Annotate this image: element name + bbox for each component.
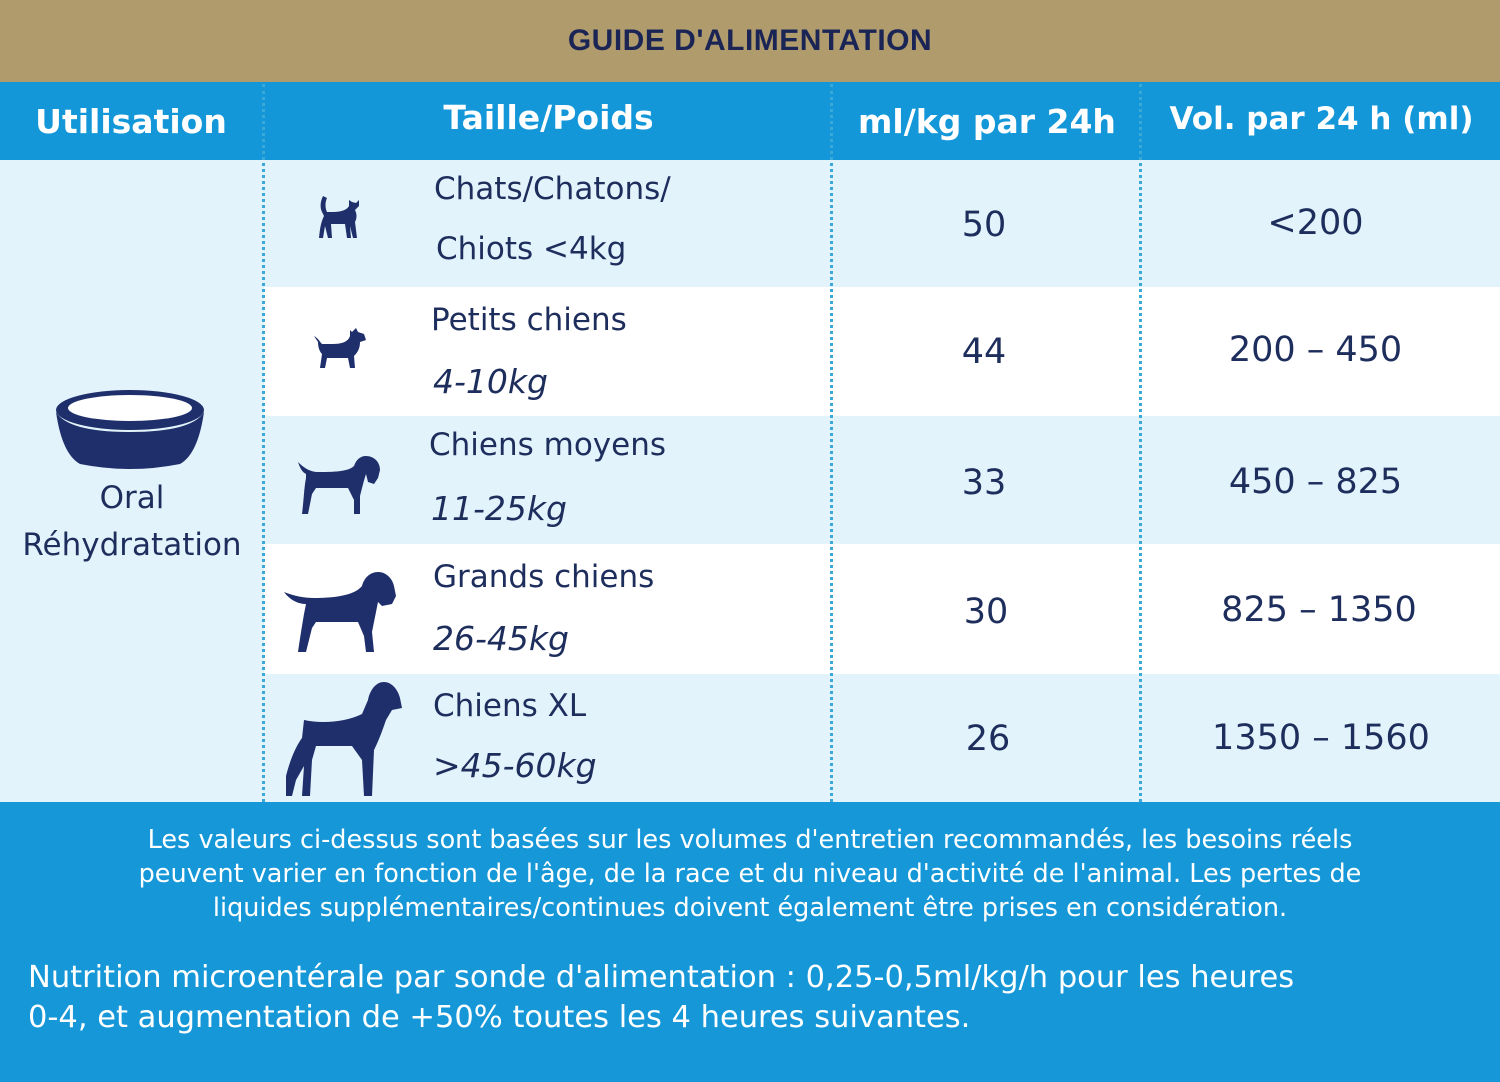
header-size: Taille/Poids xyxy=(443,97,654,137)
page-title: GUIDE D'ALIMENTATION xyxy=(567,24,933,57)
tube-feeding-note xyxy=(28,958,1493,1038)
row-1-volume: <200 xyxy=(1267,203,1364,243)
large-dog-icon xyxy=(282,566,398,656)
footer-note xyxy=(30,823,1470,925)
footer-note-line: peuvent varier en fonction de l'âge, de la race et du niveau d'activité de l'animal. Les pertes de xyxy=(138,859,1362,889)
header-rate: ml/kg par 24h xyxy=(858,101,1116,141)
header-volume: Vol. par 24 h (ml) xyxy=(1169,101,1474,137)
row-4-rate: 30 xyxy=(963,592,1009,632)
row-3-volume: 450 – 825 xyxy=(1228,462,1403,502)
xl-dog-icon xyxy=(282,680,404,798)
cat-icon xyxy=(315,194,363,240)
row-4-label: Grands chiens xyxy=(433,559,655,595)
row-2-volume: 200 – 450 xyxy=(1228,330,1403,370)
row-3-label: Chiens moyens xyxy=(429,427,667,463)
row-3-rate: 33 xyxy=(961,463,1007,503)
footer-note-line: liquides supplémentaires/continues doivent également être prises en considération. xyxy=(212,893,1288,923)
row-5-label: Chiens XL xyxy=(433,688,587,724)
row-2-weight: 4-10kg xyxy=(433,362,548,401)
row-2-rate: 44 xyxy=(961,332,1007,372)
tube-feeding-line: Nutrition microentérale par sonde d'alimentation : 0,25-0,5ml/kg/h pour les heures xyxy=(28,960,1295,995)
row-4-weight: 26-45kg xyxy=(433,619,569,658)
row-1-rate: 50 xyxy=(961,205,1007,245)
column-divider xyxy=(1139,84,1142,802)
tube-feeding-line: 0-4, et augmentation de +50% toutes les 4 heures suivantes. xyxy=(28,1000,971,1035)
bowl-icon xyxy=(52,388,208,470)
small-dog-icon xyxy=(312,328,368,370)
column-divider xyxy=(830,84,833,802)
usage-line-2: Réhydratation xyxy=(22,527,242,563)
row-2-label: Petits chiens xyxy=(431,302,627,338)
medium-dog-icon xyxy=(296,448,382,518)
column-divider xyxy=(262,84,265,802)
row-4-volume: 825 – 1350 xyxy=(1221,590,1417,630)
row-1-weight: Chiots <4kg xyxy=(436,231,627,267)
row-3-weight: 11-25kg xyxy=(431,489,567,528)
header-usage: Utilisation xyxy=(35,101,227,141)
title-bar xyxy=(0,0,1500,82)
footer-note-line: Les valeurs ci-dessus sont basées sur les volumes d'entretien recommandés, les besoins réels xyxy=(147,825,1353,855)
row-5-rate: 26 xyxy=(965,719,1011,759)
usage-line-1: Oral xyxy=(99,480,165,516)
row-5-volume: 1350 – 1560 xyxy=(1212,718,1430,758)
row-5-weight: >45-60kg xyxy=(433,746,597,785)
table-header xyxy=(0,82,1500,160)
row-1-label: Chats/Chatons/ xyxy=(434,171,671,207)
